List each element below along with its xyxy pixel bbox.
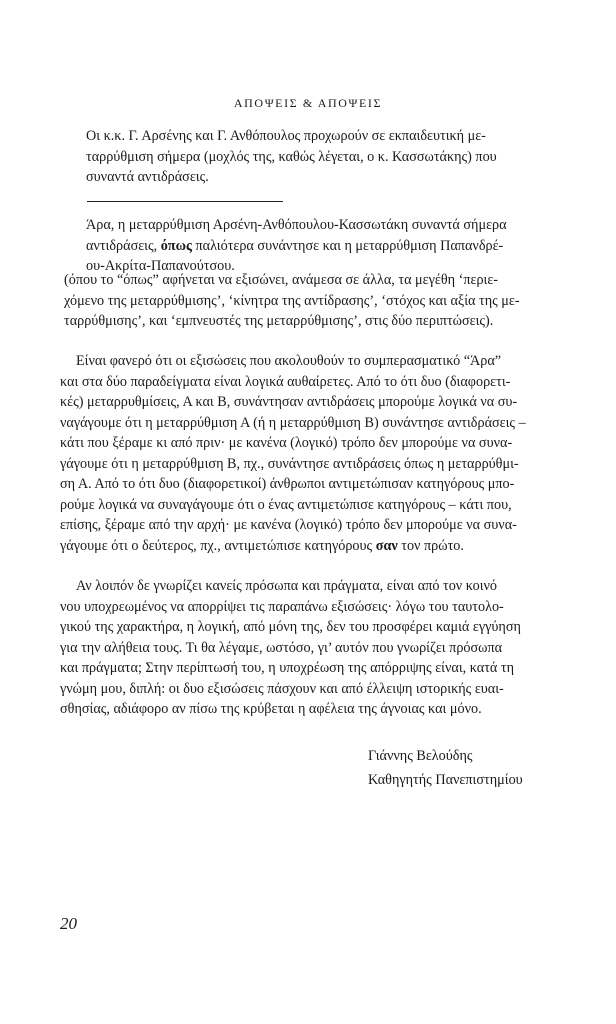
text-line: κές) μεταρρυθμίσεις, Α και Β, συνάντησαν αντιδράσεις μπορούμε λογικά να συ- (60, 394, 518, 410)
text-line: ταρρύθμισης’, και ‘εμπνευστές της μεταρρύθμισης’, στις δύο περιπτώσεις). (64, 313, 494, 329)
text-line: σθησίας, αδιάφορο αν πίσω της κρύβεται η αφέλεια της άγνοιας και μόνο. (60, 701, 482, 717)
body-paragraph-2 (60, 576, 521, 720)
text-line: κάτι που ξέραμε κι από πριν· με κανένα (λογικό) τρόπο δεν μπορούμε να συνα- (60, 435, 513, 451)
parenthetical-note (64, 270, 520, 332)
text-line: συναντά αντιδράσεις. (86, 169, 209, 185)
author-title: Καθηγητής Πανεπιστημίου (368, 772, 523, 788)
text-line: ση Α. Από το ότι δυο (διαφορετικοί) άνθρωποι αντιμετώπισαν κατηγόρους μπο- (60, 476, 515, 492)
text-line (86, 236, 507, 257)
text-line: ταρρύθμιση σήμερα (μοχλός της, καθώς λέγεται, ο κ. Κασσωτάκης) που (86, 148, 497, 165)
text-line: και στα δύο παραδείγματα είναι λογικά αυθαίρετες. Από το ότι δυο (διαφορετι- (60, 373, 511, 390)
signature-block (368, 744, 523, 792)
text-line: νου υποχρεωμένος να απορρίψει τις παραπάνω εξισώσεις· λόγω του ταυτολο- (60, 598, 504, 615)
text-line: επίσης, ξέραμε από την αρχή· με κανένα (λογικό) τρόπο δεν μπορούμε να συνα- (60, 517, 517, 533)
author-name: Γιάννης Βελούδης (368, 748, 473, 764)
text-run: γάγουμε ότι ο δεύτερος, πχ., αντιμετώπισε κατηγόρους (60, 537, 376, 554)
page-number: 20 (60, 914, 77, 933)
body-paragraph-1 (60, 351, 526, 556)
text-line: γάγουμε ότι η μεταρρύθμιση Β, πχ., συνάντησε αντιδράσεις όπως η μεταρρύθμι- (60, 455, 519, 472)
text-line: για την αλήθεια τους. Τι θα λέγαμε, ωστόσο, γι’ αυτόν που γνωρίζει πρόσωπα (60, 639, 503, 656)
text-run: τον πρώτο. (397, 537, 464, 554)
text-line: χόμενο της μεταρρύθμισης’, ‘κίνητρα της αντίδρασης’, ‘στόχος και αξία της με- (64, 292, 520, 309)
text-line: γνώμη μου, διπλή: οι δυο εξισώσεις πάσχουν και από έλλειψη ιστορικής ευαι- (60, 680, 504, 697)
text-run: αντιδράσεις, (86, 237, 161, 254)
text-line: (όπου το “όπως” αφήνεται να εξισώνει, ανάμεσα σε άλλα, τα μεγέθη ‘περιε- (64, 272, 499, 288)
bold-word: σαν (375, 537, 398, 554)
text-line: Άρα, η μεταρρύθμιση Αρσένη-Ανθόπουλου-Κασσωτάκη συναντά σήμερα (86, 217, 507, 233)
running-header: ΑΠΟΨΕΙΣ & ΑΠΟΨΕΙΣ (233, 96, 383, 110)
text-line: ου-Ακρίτα-Παπανούτσου. (86, 258, 235, 274)
text-line: Είναι φανερό ότι οι εξισώσεις που ακολουθούν το συμπερασματικό “Άρα” (76, 353, 502, 369)
text-line: ρούμε λογικά να συναγάγουμε ότι ο ένας αντιμετώπισε κατηγόρους – κάτι που, (60, 496, 512, 513)
bold-word: όπως (160, 237, 192, 254)
text-line: γικού της χαρακτήρα, η λογική, από μόνη της, δεν του προσφέρει καμιά εγγύηση (60, 619, 521, 635)
divider-rule (87, 201, 283, 202)
text-run: παλιότερα συνάντησε και η μεταρρύθμιση Παπανδρέ- (191, 237, 504, 254)
text-line: Αν λοιπόν δε γνωρίζει κανείς πρόσωπα και πράγματα, είναι από τον κοινό (76, 578, 498, 594)
conclusion-block (86, 215, 507, 277)
text-line: ναγάγουμε ότι η μεταρρύθμιση Α (ή η μεταρρύθμιση Β) συνάντησε αντιδράσεις – (60, 414, 526, 431)
intro-premise (86, 126, 497, 188)
text-line (60, 536, 526, 557)
text-line: Οι κ.κ. Γ. Αρσένης και Γ. Ανθόπουλος προχωρούν σε εκπαιδευτική με- (86, 128, 486, 144)
text-line: και πράγματα; Στην περίπτωσή του, η υποχρέωση της απόρριψης είναι, κατά τη (60, 660, 515, 676)
